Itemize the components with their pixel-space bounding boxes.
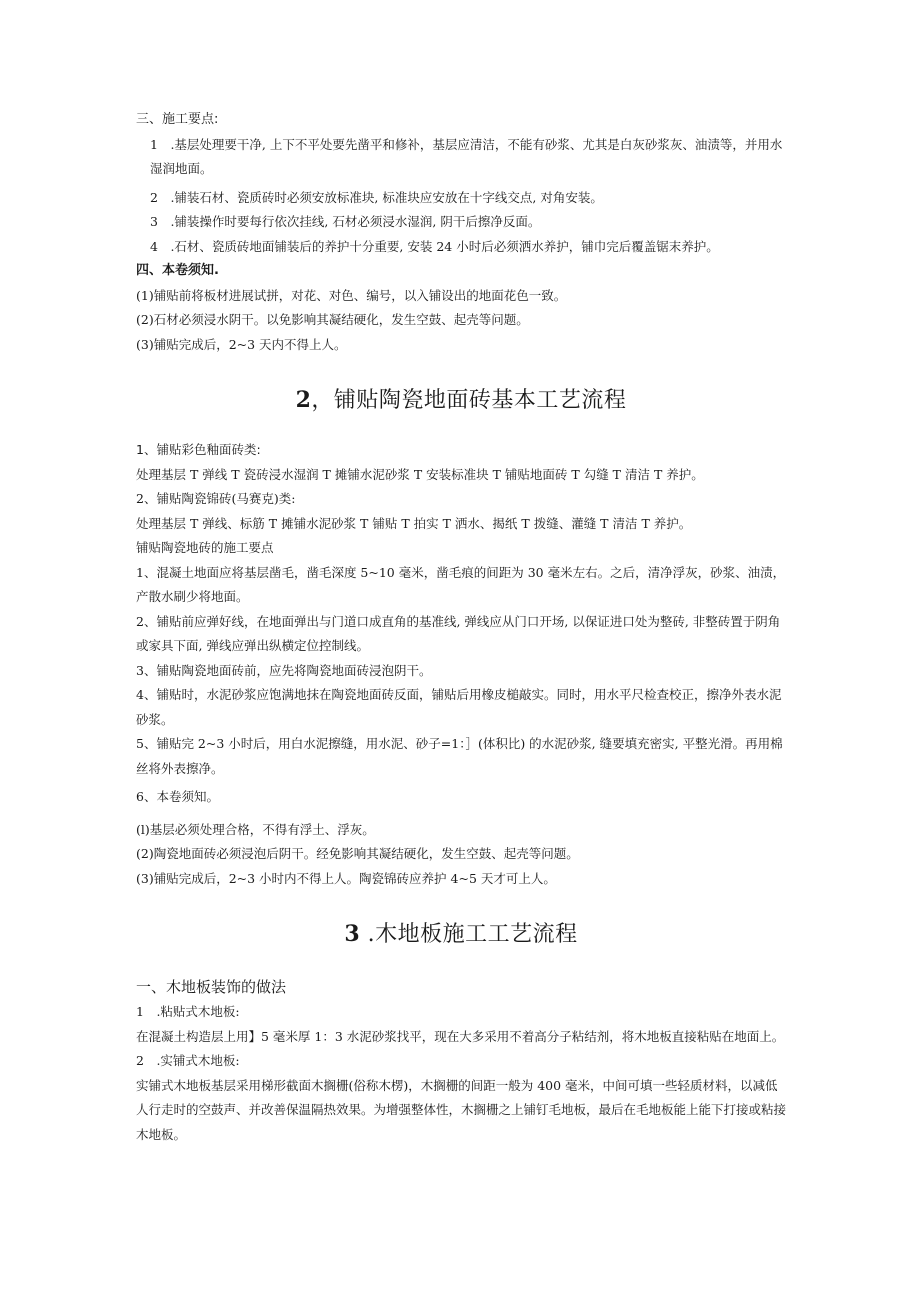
paragraph-item: (1)铺贴前将板材进展试拼，对花、对色、编号，以入铺设出的地面花色一致。 <box>136 287 567 303</box>
paragraph-line: 2、铺贴陶瓷锦砖(马赛克)类: <box>136 491 296 506</box>
paragraph-item: (3)铺贴完成后，2~3 小时内不得上人。陶瓷锦砖应养护 4~5 天才可上人。 <box>136 870 556 886</box>
document-page <box>136 108 786 1147</box>
section-heading-wood-floor-methods: 一、木地板装饰的做法 <box>136 978 287 996</box>
paragraph-line: 1、混凝土地面应将基层凿毛，凿毛深度 5~10 毫米，凿毛痕的间距为 30 毫米左右。之后，清净浮灰，砂浆、油渍，产散水刷少将地面。 <box>136 564 786 604</box>
paragraph-line: 1 .粘贴式木地板: <box>136 1004 240 1019</box>
paragraph-line: 处理基层 T 弹线、标筋 T 摊铺水泥砂浆 T 铺贴 T 拍实 T 洒水、揭纸 T 拨缝、灌缝 T 清洁 T 养护。 <box>136 515 692 531</box>
paragraph-item: (l)基层必须处理合格，不得有浮土、浮灰。 <box>136 821 375 837</box>
section-heading-notes: 四、本卷须知. <box>136 263 219 278</box>
paragraph-line: 在混凝土构造层上用】5 毫米厚 1：3 水泥砂浆找平，现在大多采用不着高分子粘结剂，将木地板直接粘贴在地面上。 <box>136 1028 785 1044</box>
paragraph-item: (2)石材必须浸水阴干。以免影响其凝结硬化，发生空鼓、起壳等问题。 <box>136 312 529 327</box>
paragraph-line: 3、铺贴陶瓷地面砖前，应先将陶瓷地面砖浸泡阴干。 <box>136 662 432 678</box>
section-title-ceramic-tile <box>136 383 786 414</box>
paragraph-item: (3)铺贴完成后，2~3 天内不得上人。 <box>136 336 347 352</box>
title-text: .木地板施工工艺流程 <box>360 922 578 947</box>
paragraph-line: 2、铺贴前应弹好线，在地面弹出与门道口成直角的基准线, 弹线应从门口开场, 以保证进口处为整砖, 非整砖置于阴角或家具下面, 弹线应弹出纵横定位控制线。 <box>136 613 781 653</box>
paragraph-item: 3 .铺装操作时要每行依次挂线, 石材必须浸水湿润, 阴干后擦净反面。 <box>150 214 541 229</box>
title-number: 3 <box>344 921 361 947</box>
paragraph-line: 实铺式木地板基层采用梯形截面木搁栅(俗称木楞)，木搁栅的间距一般为 400 毫米，中间可填一些轻质材料，以减低人行走时的空鼓声、并改善保温隔热效果。为增强整体性，木搁栅之上铺钉毛地板，最后在毛地板能上能下打接或粘接木地板。 <box>136 1077 787 1142</box>
section-title-wood-floor <box>136 917 786 948</box>
paragraph-item: 4 .石材、瓷质砖地面铺装后的养护十分重要, 安装 24 小时后必须洒水养护，铺巾完后覆盖锯末养护。 <box>150 238 719 254</box>
paragraph-line: 6、本卷须知。 <box>136 789 219 804</box>
paragraph-line: 铺贴陶瓷地砖的施工要点 <box>136 540 274 555</box>
section-heading-construction-points: 三、施工要点: <box>136 112 219 127</box>
paragraph-item: 2 .铺装石材、瓷质砖时必须安放标准块, 标准块应安放在十字线交点, 对角安装。 <box>150 189 603 205</box>
title-number: 2 <box>295 387 312 413</box>
paragraph-line: 2 .实铺式木地板: <box>136 1053 240 1068</box>
paragraph-line: 1、铺贴彩色釉面砖类: <box>136 442 261 457</box>
paragraph-line: 5、铺贴完 2~3 小时后，用白水泥擦缝，用水泥、砂子=1：］(体积比) 的水泥砂浆, 缝要填充密实, 平整光滑。再用棉丝将外表擦净。 <box>136 736 783 776</box>
title-text: ，铺贴陶瓷地面砖基本工艺流程 <box>311 388 627 413</box>
paragraph-line: 4、铺贴时，水泥砂浆应饱满地抹在陶瓷地面砖反面，铺贴后用橡皮槌敲实。同时，用水平尺检查校正，擦净外表水泥砂浆。 <box>136 687 782 727</box>
paragraph-line: 处理基层 T 弹线 T 瓷砖浸水湿润 T 摊铺水泥砂浆 T 安装标准块 T 铺贴地面砖 T 勾缝 T 清洁 T 养护。 <box>136 466 704 482</box>
paragraph-item: 1 .基层处理要干净, 上下不平处要先凿平和修补，基层应清洁，不能有砂浆、尤其是白灰砂浆灰、油渍等，并用水湿润地面。 <box>150 136 783 176</box>
paragraph-item: (2)陶瓷地面砖必须浸泡后阴干。经免影响其凝结硬化，发生空鼓、起壳等问题。 <box>136 846 579 861</box>
